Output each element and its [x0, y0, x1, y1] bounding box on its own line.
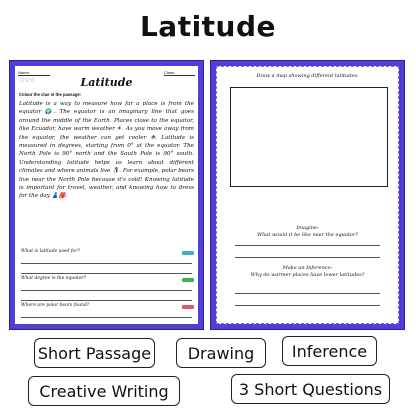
reading-passage: Latitude is a way to measure how far a place is from the equator 🌍. The equator is an imaginary line that goes around the middle of the Earth. Places close to the equator, like Ecuador, have warm weather ☀. As you move away from the equator, the weather can get cooler ❄. Latitude is measured in degrees, starting from 0° at the equator. The North Pole is 90° north and the South Pole is 90° south. Understanding latitude helps us learn about different climates and where animals live 🐧. For example, polar bears live near the North Pole because it's cold! Knowing latitude is important for travel, weather, and knowing how to dress for the day 👗🎒.	[19, 101, 194, 200]
question-3-text: Where are polar bears found?	[21, 303, 90, 308]
activity-worksheet-paper	[216, 66, 399, 324]
answer-line	[21, 308, 192, 318]
passage-instruction: Colour the clue in the passage:	[19, 92, 82, 97]
question-2-text: What degree is the equator?	[21, 276, 86, 281]
inference-label: Make an Inference:	[282, 265, 333, 271]
map-prompt: Draw a map showing different latitudes.	[256, 73, 359, 79]
question-2	[21, 276, 192, 301]
answer-line	[21, 281, 192, 291]
inference-section	[217, 265, 398, 279]
worksheet-title: Latitude	[80, 76, 133, 89]
imagine-question: What would it be like near the equator?	[257, 232, 358, 238]
answer-line	[21, 264, 192, 274]
question-1-text: What is latitude used for?	[21, 249, 80, 254]
answer-line	[21, 291, 192, 301]
question-1	[21, 249, 192, 274]
tag-inference: Inference	[282, 336, 377, 366]
tag-3-short-questions: 3 Short Questions	[231, 374, 390, 404]
answer-line	[235, 293, 380, 294]
answer-line	[235, 245, 380, 246]
answer-line	[21, 318, 192, 328]
rating-stars-icon: ☆☆☆	[19, 77, 35, 84]
name-label: Name:	[18, 70, 50, 76]
pencil-icon	[182, 305, 194, 309]
imagine-section	[217, 225, 398, 239]
activity-worksheet	[210, 60, 405, 330]
page-title: Latitude	[139, 10, 277, 43]
answer-line	[235, 257, 380, 258]
map-drawing-box	[230, 87, 388, 187]
tag-creative-writing: Creative Writing	[28, 376, 180, 406]
answer-line	[235, 305, 380, 306]
reading-worksheet	[9, 60, 204, 330]
pencil-icon	[182, 278, 194, 282]
pencil-icon	[182, 251, 194, 255]
tag-drawing: Drawing	[176, 338, 266, 368]
reading-worksheet-paper	[15, 66, 198, 324]
tag-short-passage: Short Passage	[34, 338, 155, 368]
imagine-label: Imagine:	[296, 225, 319, 231]
class-label: Class:	[164, 70, 195, 76]
answer-line	[21, 254, 192, 264]
inference-question: Why do warmer places have lower latitudes?	[250, 272, 365, 278]
question-3	[21, 303, 192, 328]
